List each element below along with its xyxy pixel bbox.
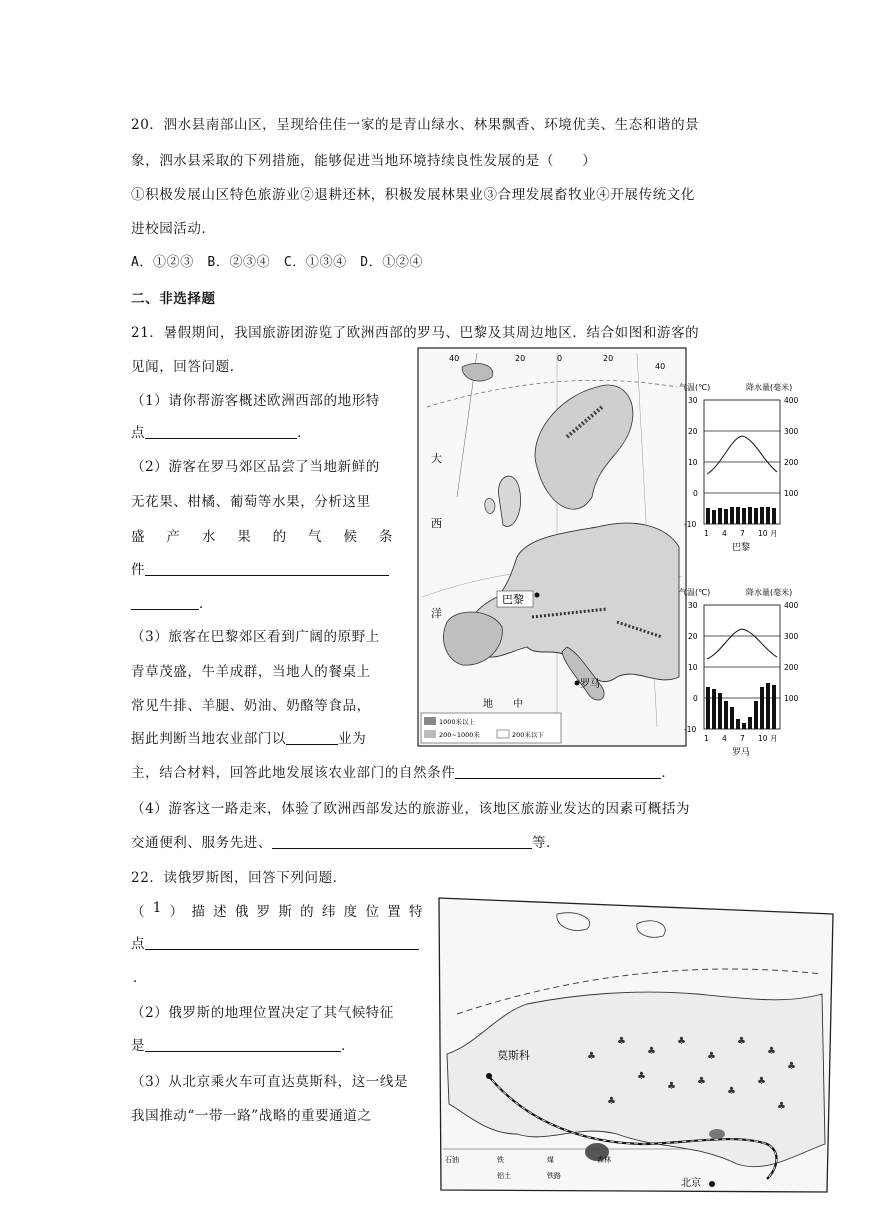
svg-text:20: 20	[688, 632, 698, 641]
svg-text:-10: -10	[684, 520, 697, 529]
legend-item: 铁	[497, 1156, 504, 1164]
answer-blank[interactable]	[145, 424, 297, 439]
q21-p1-b-line: 点 ．	[131, 425, 312, 441]
legend-item: 煤	[547, 1156, 554, 1164]
svg-text:-10: -10	[684, 725, 697, 734]
city-paris: 巴黎	[502, 593, 524, 606]
q20-line4: 进校园活动．	[131, 221, 216, 237]
svg-text:♣: ♣	[707, 1051, 716, 1062]
svg-text:200: 200	[784, 458, 799, 467]
temp-axis-label: 气温(℃)	[679, 588, 711, 597]
sea-label: 中	[513, 699, 523, 710]
climate-chart-paris	[676, 378, 808, 558]
svg-text:1: 1	[704, 529, 709, 538]
legend-item: 200~1000米	[439, 731, 480, 739]
svg-text:♣: ♣	[647, 1046, 656, 1057]
lat-label: 40	[655, 362, 666, 371]
chart-city-label: 巴黎	[732, 543, 751, 553]
svg-text:7: 7	[740, 734, 745, 743]
svg-text:0: 0	[693, 694, 698, 703]
q21-intro1: 21．暑假期间，我国旅游团游览了欧洲西部的罗马、巴黎及其周边地区．结合如图和游客的	[131, 325, 700, 341]
temp-axis-label: 气温(℃)	[679, 383, 711, 392]
russia-map	[437, 894, 835, 1194]
answer-blank[interactable]	[145, 1037, 341, 1052]
svg-text:1: 1	[704, 734, 709, 743]
q22-p3-b: 我国推动“一带一路”战略的重要通道之	[131, 1108, 372, 1124]
q21-p1-b: 点	[131, 425, 146, 441]
europe-map	[417, 347, 687, 747]
svg-text:10: 10	[758, 734, 768, 743]
svg-text:月: 月	[770, 529, 778, 538]
svg-text:400: 400	[784, 396, 799, 405]
answer-blank[interactable]	[272, 834, 532, 849]
svg-text:♣: ♣	[727, 1086, 736, 1097]
svg-text:200: 200	[784, 663, 799, 672]
q22-p3-a: （3）从北京乘火车可直达莫斯科，这一线是	[131, 1074, 409, 1090]
svg-text:100: 100	[784, 694, 799, 703]
svg-text:♣: ♣	[677, 1036, 686, 1047]
svg-text:400: 400	[784, 601, 799, 610]
q22-p2-a: （2）俄罗斯的地理位置决定了其气候特征	[131, 1005, 394, 1021]
q20-options: A．①②③ B．②③④ C．①③④ D．①②④	[131, 255, 424, 270]
svg-text:♣: ♣	[777, 1101, 786, 1112]
svg-text:4: 4	[722, 529, 727, 538]
q20-line2: 象，泗水县采取的下列措施，能够促进当地环境持续良性发展的是（ ）	[131, 153, 597, 169]
climate-chart-rome	[676, 583, 808, 763]
precip-axis-label: 降水量(毫米)	[746, 588, 793, 597]
city-beijing: 北京	[681, 1178, 701, 1189]
q21-p3-e: 主，结合材料，回答此地发展该农业部门的自然条件 ．	[131, 765, 676, 781]
section-heading: 二、非选择题	[131, 291, 216, 307]
q20-line1: 20．泗水县南部山区，呈现给佳佳一家的是青山绿水、林果飘香、环境优美、生态和谐的景	[131, 117, 700, 133]
svg-text:7: 7	[740, 529, 745, 538]
answer-blank[interactable]	[286, 730, 338, 745]
q21-p2-a: （2）游客在罗马郊区品尝了当地新鲜的	[131, 459, 380, 475]
svg-text:4: 4	[722, 734, 727, 743]
lat-label: 40	[449, 354, 460, 363]
legend-item: 1000米以上	[439, 718, 476, 726]
q21-p3-a: （3）旅客在巴黎郊区看到广阔的原野上	[131, 629, 380, 645]
city-rome: 罗马	[580, 679, 600, 690]
city-moscow: 莫斯科	[497, 1049, 530, 1062]
legend-item: 铝土	[497, 1172, 511, 1180]
svg-text:♣: ♣	[667, 1081, 676, 1092]
svg-text:10: 10	[688, 663, 698, 672]
q22-intro: 22．读俄罗斯图，回答下列问题．	[131, 870, 347, 886]
svg-text:♣: ♣	[787, 1061, 796, 1072]
answer-blank[interactable]	[145, 935, 419, 950]
q21-p2-cont: ．	[131, 592, 213, 612]
sea-label: 地	[483, 699, 493, 710]
precip-axis-label: 降水量(毫米)	[746, 383, 793, 392]
q22-p1-a: （ 1 ） 描 述 俄 罗 斯 的 纬 度 位 置 特	[131, 900, 423, 920]
svg-text:100: 100	[784, 489, 799, 498]
q21-p2-d-line: 件	[131, 558, 389, 578]
ocean-label: 洋	[431, 607, 442, 620]
svg-text:10: 10	[758, 529, 768, 538]
svg-text:♣: ♣	[737, 1036, 746, 1047]
svg-text:300: 300	[784, 632, 799, 641]
chart-city-label: 罗马	[732, 748, 751, 758]
legend-item: 森林	[597, 1156, 611, 1164]
q20-line3: ①积极发展山区特色旅游业②退耕还林，积极发展林果业③合理发展畜牧业④开展传统文化	[131, 187, 695, 203]
ocean-label: 大	[431, 452, 442, 465]
svg-text:30: 30	[688, 601, 698, 610]
svg-text:♣: ♣	[637, 1071, 646, 1082]
answer-blank[interactable]	[145, 561, 389, 576]
q21-p3-c: 常见牛排、羊腿、奶油、奶酪等食品，	[131, 698, 371, 714]
q21-p3-d: 据此判断当地农业部门以 业为	[131, 731, 367, 747]
answer-blank[interactable]	[131, 595, 199, 610]
svg-text:30: 30	[688, 396, 698, 405]
lat-label: 0	[557, 354, 563, 363]
q22-p2-b: 是 ．	[131, 1038, 356, 1054]
q21-p2-c: 盛 产 水 果 的 气 候 条	[131, 529, 393, 545]
svg-text:10: 10	[688, 458, 698, 467]
lat-label: 20	[603, 354, 614, 363]
svg-text:♣: ♣	[767, 1046, 776, 1057]
q22-p1-end: ．	[133, 970, 148, 986]
lat-label: 20	[515, 354, 526, 363]
legend-item: 石油	[445, 1156, 459, 1164]
svg-text:月: 月	[770, 734, 778, 743]
svg-text:♣: ♣	[697, 1076, 706, 1087]
q21-intro2: 见闻，回答问题．	[131, 359, 244, 375]
svg-text:♣: ♣	[587, 1051, 596, 1062]
q21-p1-a: （1）请你帮游客概述欧洲西部的地形特	[131, 393, 380, 409]
svg-text:♣: ♣	[617, 1036, 626, 1047]
q21-p3-b: 青草茂盛，牛羊成群，当地人的餐桌上	[131, 664, 371, 680]
ocean-label: 西	[431, 517, 442, 530]
svg-text:20: 20	[688, 427, 698, 436]
q21-p2-b: 无花果、柑橘、葡萄等水果，分析这里	[131, 494, 371, 510]
answer-blank[interactable]	[455, 764, 661, 779]
q21-p4-a: （4）游客这一路走来，体验了欧洲西部发达的旅游业，该地区旅游业发达的因素可概括为	[131, 801, 691, 817]
svg-text:300: 300	[784, 427, 799, 436]
q21-p4-b: 交通便利、服务先进、 等．	[131, 835, 561, 851]
svg-text:0: 0	[693, 489, 698, 498]
q22-p1-b: 点	[131, 932, 419, 952]
svg-text:♣: ♣	[607, 1096, 616, 1107]
legend-item: 200米以下	[512, 731, 544, 739]
legend-item: 铁路	[547, 1172, 561, 1180]
svg-text:♣: ♣	[757, 1076, 766, 1087]
